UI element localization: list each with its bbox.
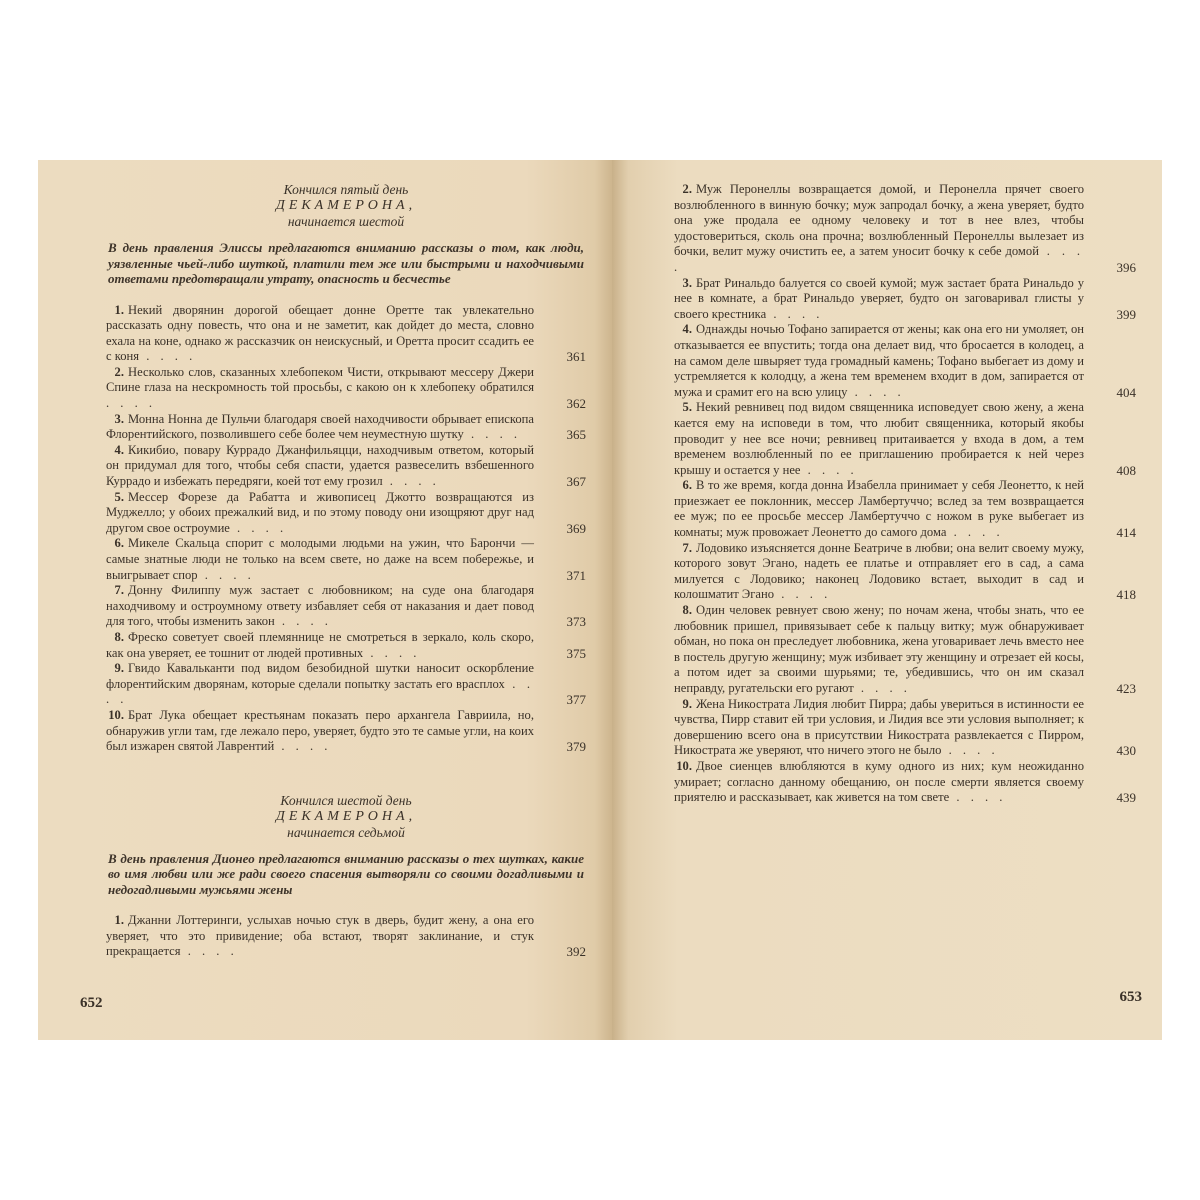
entry-text: Некий дворянин дорогой обещает донне Оретте так увлекательно рассказать одну повесть, что она и не заметит, как дойдет до места, словно ехала на коне, однако ж рассказчик он неискусный, и Оретта просит ссадить ее с коня	[106, 302, 534, 364]
entry-number: 10.	[108, 707, 124, 722]
entry-page-number: 362	[566, 396, 586, 412]
contents-entry: 6. Микеле Скальца спорит с молодыми людьми на ужин, что Барончи — самые знатные люди не только на всем свете, но даже на всем побережье, и выигрывает спор . . . . 371	[106, 536, 586, 583]
entry-page-number: 375	[566, 645, 586, 661]
contents-entry: 2. Муж Перонеллы возвращается домой, и Перонелла прячет своего возлюбленного в винную бочку; муж запродал бочку, а жена уверяет, будто она уже продала ее одному человеку и тот в нее влез, чтобы удостовериться, сколь она прочна; возлюбленный Перонеллы вылезает из бочки, велит мужу очистить ее, а затем уносит бочку к себе домой . . . . 396	[674, 182, 1136, 275]
entry-number: 2.	[114, 364, 124, 379]
entry-text: Муж Перонеллы возвращается домой, и Перонелла прячет своего возлюбленного в винную бочку; муж запродал бочку, а жена уверяет, будто она уже продала ее одному человеку и тот в нее влез, чтобы удостовериться, сколь она прочна; возлюбленный Перонеллы вылезает из бочки, велит мужу очистить ее, а затем уносит бочку к себе домой	[674, 182, 1084, 259]
entry-text: Жена Никострата Лидия любит Пирра; дабы увериться в истинности ее чувства, Пирр ставит ей три условия, и Лидия все эти условия выполняет; к довершению всего она в присутствии Никострата развлекается с Пирром, Никострата же уверяют, что ничего этого не было	[674, 696, 1084, 758]
entry-number: 6.	[114, 536, 124, 551]
entry-number: 7.	[682, 540, 692, 555]
entry-text: Двое сиенцев влюбляются в куму одного из них; кум неожиданно умирает; согласно данному обещанию, он после смерти является своему приятелю и рассказывает, как живется на том свете	[674, 758, 1084, 805]
contents-entry: 5. Мессер Форезе да Рабатта и живописец Джотто возвращаются из Муджелло; у обоих прежалкий вид, и по этому поводу они изощряют друг над другом свое остроумие . . . . 369	[106, 489, 586, 536]
entry-text: Лодовико изъясняется донне Беатриче в любви; она велит своему мужу, которого зовут Эгано, надеть ее платье и отправляет его в сад, а сама милуется с Лодовико; наконец Лодовико встает, выходит в сад и колошматит Эгано	[674, 540, 1084, 602]
heading-title: ДЕКАМЕРОНА,	[275, 808, 417, 824]
entry-number: 6.	[682, 478, 692, 493]
entry-page-number: 361	[566, 349, 586, 365]
contents-entry: 8. Фреско советует своей племяннице не смотреться в зеркало, коль скоро, как она уверяет, ее тошнит от людей противных . . . . 375	[106, 629, 586, 661]
entry-page-number: 430	[1116, 743, 1136, 759]
contents-list	[106, 303, 586, 755]
entry-number: 9.	[682, 696, 692, 711]
entry-number: 4.	[682, 322, 692, 337]
entry-text: Однажды ночью Тофано запирается от жены; как она его ни умоляет, он отказывается ее впустить; тогда она делает вид, что бросается в колодец, а на самом деле швыряет туда громадный камень; Тофано выбегает из дому и устремляется к колодцу, а жена тем временем входит в дом, запирается от мужа и срамит его на всю улицу	[674, 322, 1084, 399]
entry-text: В то же время, когда донна Изабелла принимает у себя Леонетто, к ней приезжает ее поклонник, мессер Ламбертуччо; вслед за тем возвращается ее муж; по ее просьбе мессер Ламбертуччо с ножом в руке выбегает из комнаты; муж провожает Леонетто до самого дома	[674, 478, 1084, 540]
entry-text: Фреско советует своей племяннице не смотреться в зеркало, коль скоро, как она уверяет, ее тошнит от людей противных	[106, 629, 534, 660]
heading-line: Кончился шестой день	[280, 792, 412, 808]
entry-page-number: 439	[1116, 790, 1136, 806]
entry-number: 5.	[682, 400, 692, 415]
contents-entry: 4. Однажды ночью Тофано запирается от жены; как она его ни умоляет, он отказывается ее впустить; тогда она делает вид, что бросается в колодец, а на самом деле швыряет туда громадный камень; Тофано выбегает из дому и устремляется к колодцу, а жена тем временем входит в дом, запирается от мужа и срамит его на всю улицу . . . . 404	[674, 322, 1136, 400]
day-intro: В день правления Элиссы предлагаются вниманию рассказы о том, как люди, уязвленные чьей-либо шуткой, платили тем же или быстрыми и находчивыми ответами предотвращали утрату, опасность и бесчестье	[108, 240, 584, 286]
heading-line: начинается седьмой	[287, 824, 405, 840]
entry-number: 7.	[114, 583, 124, 598]
entry-text: Несколько слов, сказанных хлебопеком Чисти, открывают мессеру Джери Спине глаза на нескромность той просьбы, с какою он к хлебопеку обратился	[106, 364, 534, 395]
entry-page-number: 396	[1116, 259, 1136, 275]
entry-number: 2.	[682, 182, 692, 196]
entry-number: 1.	[114, 302, 124, 317]
entry-page-number: 408	[1116, 462, 1136, 478]
contents-entry: 2. Несколько слов, сказанных хлебопеком Чисти, открывают мессеру Джери Спине глаза на нескромность той просьбы, с какою он к хлебопеку обратился . . . . 362	[106, 364, 586, 412]
entry-number: 3.	[114, 411, 124, 426]
right-page-content	[674, 182, 1136, 806]
entry-page-number: 392	[566, 944, 586, 960]
entry-number: 8.	[682, 603, 692, 618]
entry-page-number: 371	[566, 567, 586, 583]
contents-entry: 10. Двое сиенцев влюбляются в куму одного из них; кум неожиданно умирает; согласно данному обещанию, он после смерти является своему приятелю и рассказывает, как живется на том свете . . . . 439	[674, 758, 1136, 806]
entry-page-number: 379	[566, 739, 586, 755]
contents-entry: 3. Монна Нонна де Пульчи благодаря своей находчивости обрывает епископа Флорентийского, позволившего себе более чем неуместную шутку . . . . 365	[106, 411, 586, 443]
entry-text: Один человек ревнует свою жену; по ночам жена, чтобы знать, что ее любовник пришел, привязывает себе к пальцу витку; муж обнаруживает обман, но пока он преследует любовника, жена уговаривает лечь вместо нее в постель другую женщину; муж избивает эту женщину и отрезает ей косы, а потом идет за своими шурьями; те, убедившись, что он им сказал неправду, ругательски его ругают	[674, 603, 1084, 695]
entry-number: 10.	[676, 758, 692, 773]
book-spread	[38, 160, 1162, 1040]
contents-entry: 10. Брат Лука обещает крестьянам показать перо архангела Гавриила, но, обнаружив угли там, где лежало перо, уверяет, будто это те самые угли, на коих был изжарен святой Лаврентий . . . . 379	[106, 707, 586, 755]
contents-entry: 8. Один человек ревнует свою жену; по ночам жена, чтобы знать, что ее любовник пришел, привязывает себе к пальцу витку; муж обнаруживает обман, но пока он преследует любовника, жена уговаривает лечь вместо нее в постель другую женщину; муж избивает эту женщину и отрезает ей косы, а потом идет за своими шурьями; те, убедившись, что он им сказал неправду, ругательски его ругают . . . . 423	[674, 603, 1136, 696]
contents-entry: 1. Некий дворянин дорогой обещает донне Оретте так увлекательно рассказать одну повесть, что она и не заметит, как дойдет до места, словно ехала на коне, однако ж рассказчик он неискусный, и Оретта просит ссадить ее с коня . . . . 361	[106, 302, 586, 365]
contents-entry: 9. Жена Никострата Лидия любит Пирра; дабы увериться в истинности ее чувства, Пирр ставит ей три условия, и Лидия все эти условия выполняет; к довершению всего она в присутствии Никострата развлекается с Пирром, Никострата же уверяют, что ничего этого не было . . . . 430	[674, 696, 1136, 759]
contents-entry: 3. Брат Ринальдо балуется со своей кумой; муж застает брата Ринальдо у нее в комнате, а брат Ринальдо уверяет, будто он заговаривал глисты у своего крестника . . . . 399	[674, 275, 1136, 322]
entry-text: Некий ревнивец под видом священника исповедует свою жену, а жена кается ему на исповеди в том, что любит священника, который якобы проводит у нее все ночи; ревнивец притаивается у входа в дом, а тем временем возлюбленный по ее приглашению пробирается к ней через крышу и остается у нее	[674, 400, 1084, 477]
page-number: 653	[1119, 989, 1142, 1005]
day-heading-sixth	[106, 182, 586, 230]
heading-line: Кончился пятый день	[283, 182, 409, 197]
entry-number: 3.	[682, 275, 692, 290]
day-intro: В день правления Дионео предлагаются вниманию рассказы о тех шутках, какие во имя любви или же ради своего спасения вытворяли со своими догадливыми и недогадливыми мужьями жены	[108, 850, 584, 897]
entry-number: 5.	[114, 489, 124, 504]
entry-page-number: 373	[566, 614, 586, 630]
left-page-content	[106, 182, 586, 960]
entry-text: Микеле Скальца спорит с молодыми людьми на ужин, что Барончи — самые знатные люди не только на всем свете, но даже на всем побережье, и выигрывает спор	[106, 536, 534, 582]
entry-text: Мессер Форезе да Рабатта и живописец Джотто возвращаются из Муджелло; у обоих прежалкий вид, и по этому поводу они изощряют друг над другом свое остроумие	[106, 489, 534, 535]
contents-entry: 6. В то же время, когда донна Изабелла принимает у себя Леонетто, к ней приезжает ее поклонник, мессер Ламбертуччо; вслед за тем возвращается ее муж; по ее просьбе мессер Ламбертуччо с ножом в руке выбегает из комнаты; муж провожает Леонетто до самого дома . . . . 414	[674, 478, 1136, 541]
entry-page-number: 399	[1116, 306, 1136, 322]
entry-text: Гвидо Кавальканти под видом безобидной шутки наносит оскорбление флорентийским дворянам, которые сделали попытку застать его врасплох	[106, 661, 534, 691]
entry-page-number: 404	[1116, 384, 1136, 400]
entry-text: Брат Ринальдо балуется со своей кумой; муж застает брата Ринальдо у нее в комнате, а брат Ринальдо уверяет, будто он заговаривал глисты у своего крестника	[674, 275, 1084, 321]
entry-number: 8.	[114, 629, 124, 644]
page-number: 652	[80, 995, 103, 1011]
entry-page-number: 377	[566, 692, 586, 708]
entry-page-number: 418	[1116, 587, 1136, 603]
heading-line: начинается шестой	[287, 214, 405, 229]
entry-page-number: 369	[566, 520, 586, 536]
entry-number: 1.	[114, 913, 124, 928]
entry-text: Монна Нонна де Пульчи благодаря своей находчивости обрывает епископа Флорентийского, позволившего себе более чем неуместную шутку	[106, 411, 534, 442]
contents-list	[674, 182, 1136, 806]
entry-page-number: 423	[1116, 681, 1136, 696]
contents-entry: 9. Гвидо Кавальканти под видом безобидной шутки наносит оскорбление флорентийским дворянам, которые сделали попытку застать его врасплох . . . . 377	[106, 661, 586, 708]
contents-list	[106, 913, 586, 960]
entry-number: 4.	[114, 442, 124, 457]
contents-entry: 7. Лодовико изъясняется донне Беатриче в любви; она велит своему мужу, которого зовут Эгано, надеть ее платье и отправляет его в сад, а сама милуется с Лодовико; наконец Лодовико встает, выходит в сад и колошматит Эгано . . . . 418	[674, 540, 1136, 603]
entry-page-number: 367	[566, 474, 586, 490]
day-heading-seventh	[106, 793, 586, 841]
left-page	[38, 160, 612, 1040]
entry-text: Кикибио, повару Куррадо Джанфильяцци, находчивым ответом, который он придумал для того, чтобы себя спасти, удается развеселить взбешенного Куррадо и избежать передряги, коей тот ему грозил	[106, 442, 534, 489]
entry-page-number: 414	[1116, 525, 1136, 541]
contents-entry: 5. Некий ревнивец под видом священника исповедует свою жену, а жена кается ему на исповеди в том, что любит священника, который якобы проводит у нее все ночи; ревнивец притаивается у входа в дом, а тем временем возлюбленный по ее приглашению пробирается к ней через крышу и остается у нее . . . . 408	[674, 400, 1136, 478]
entry-text: Брат Лука обещает крестьянам показать перо архангела Гавриила, но, обнаружив угли там, где лежало перо, уверяет, будто это те самые угли, на коих был изжарен святой Лаврентий	[106, 707, 534, 754]
entry-text: Донну Филиппу муж застает с любовником; на суде она благодаря находчивому и остроумному ответу избавляет себя от наказания и дает повод для того, чтобы изменить закон	[106, 583, 534, 629]
contents-entry: 4. Кикибио, повару Куррадо Джанфильяцци, находчивым ответом, который он придумал для того, чтобы себя спасти, удается развеселить взбешенного Куррадо и избежать передряги, коей тот ему грозил . . . . 367	[106, 442, 586, 490]
entry-number: 9.	[114, 661, 124, 676]
contents-entry: 7. Донну Филиппу муж застает с любовником; на суде она благодаря находчивому и остроумному ответу избавляет себя от наказания и дает повод для того, чтобы изменить закон . . . . 373	[106, 583, 586, 630]
entry-page-number: 365	[566, 427, 586, 443]
contents-entry: 1. Джанни Лоттеринги, услыхав ночью стук в дверь, будит жену, а она его уверяет, что это привидение; оба встают, творят заклинание, и стук прекращается . . . . 392	[106, 913, 586, 960]
entry-text: Джанни Лоттеринги, услыхав ночью стук в дверь, будит жену, а она его уверяет, что это привидение; оба встают, творят заклинание, и стук прекращается	[106, 913, 534, 959]
heading-title: ДЕКАМЕРОНА,	[275, 198, 417, 213]
right-page	[612, 160, 1162, 1040]
